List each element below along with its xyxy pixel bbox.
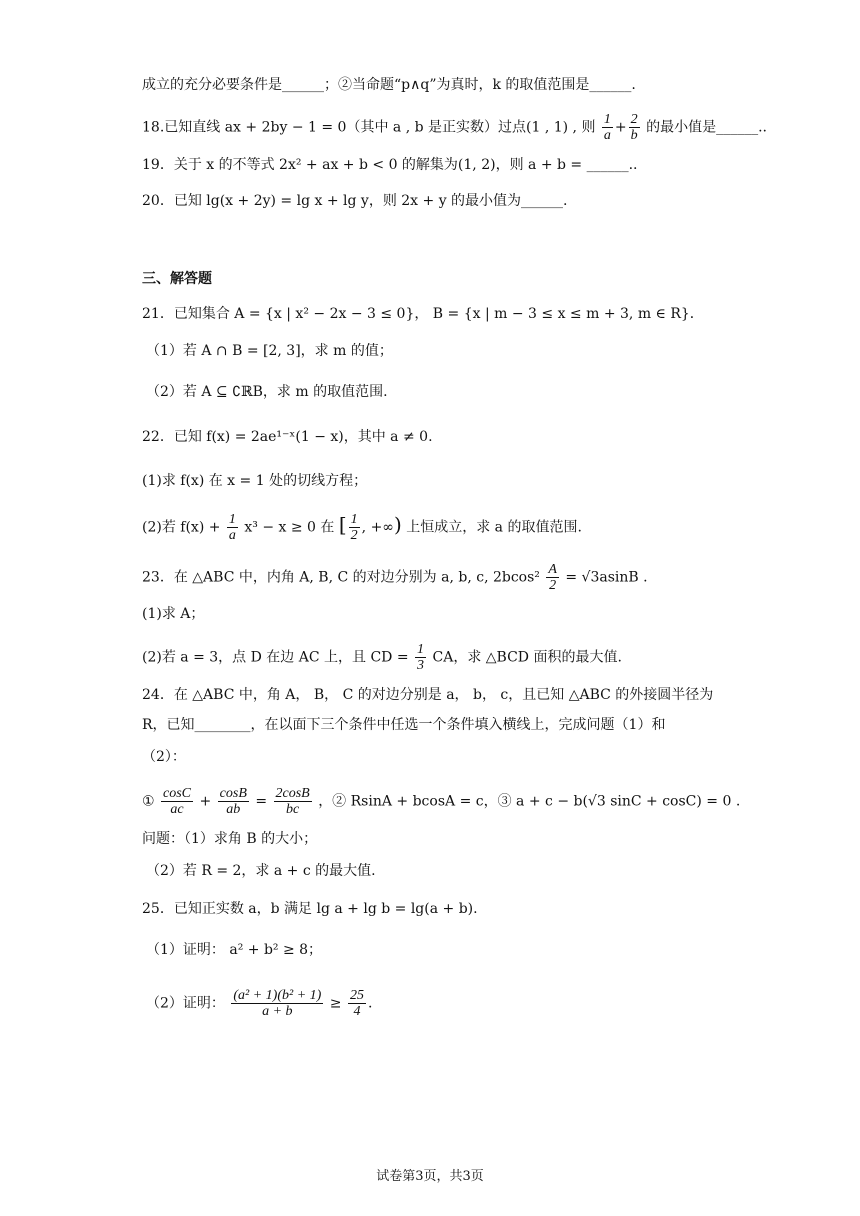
q25-frac-r: $\frac{25}{4}$ (349, 988, 364, 1019)
q21-part1: （1）若 A ∩ B = [2, 3]，求 m 的值； (146, 343, 393, 359)
q20: 20．已知 lg(x + 2y) = lg x + lg y，则 2x + y 的最小值为______. (142, 193, 568, 209)
q18-frac-1: $\frac{1}{a}$ (603, 112, 611, 143)
section-title: 三、解答题 (142, 271, 212, 287)
q24-frac-1: $\frac{\cos C}{ac}$ (163, 786, 192, 817)
q22-frac: $\frac{1}{a}$ (228, 512, 236, 543)
q18-text: 18.已知直线 ax + 2by − 1 = 0（其中 a , b 是正实数）过点(1 , 1) , 则 (142, 119, 596, 136)
q25: 25．已知正实数 a，b 满足 lg a + lg b = lg(a + b). (142, 901, 478, 917)
q24-options: ① $\frac{\cos C}{ac}$ + $\frac{\cos B}{ab}$ = $\frac{2\cos B}{bc}$ ，② RsinA + bcosA = c，③ a + c − b(√3 sinC + cosC) = 0 . (142, 786, 741, 817)
q25-frac: $\frac{\text{(a² + 1)(b² + 1)}}{a + b}$ (233, 988, 322, 1019)
q25-part2: （2）证明： $\frac{\text{(a² + 1)(b² + 1)}}{a + b}$ ≥ $\frac{25}{4}$ . (146, 988, 373, 1019)
q23-part1: (1)求 A； (142, 606, 205, 622)
q17-continuation: 成立的充分必要条件是______；②当命题“p∧q”为真时，k 的取值范围是______. (142, 77, 636, 93)
q23-frac: $\frac{A}{2}$ (548, 562, 557, 593)
q23-frac-2: $\frac{1}{3}$ (417, 642, 425, 673)
q19: 19．关于 x 的不等式 2x² + ax + b < 0 的解集为(1, 2)，则 a + b = ______.. (142, 157, 638, 173)
q18 (142, 112, 767, 143)
q24-line1: 24．在 △ABC 中，角 A， B， C 的对边分别是 a， b， c，且已知 △ABC 的外接圆半径为 (142, 687, 714, 703)
q22-interval: [ (338, 512, 347, 537)
q21: 21．已知集合 A = {x | x² − 2x − 3 ≤ 0}， B = {x | m − 3 ≤ x ≤ m + 3, m ∈ R}． (142, 306, 704, 322)
q18-plus: + (614, 119, 627, 136)
q18-tail: 的最小值是______.. (646, 119, 767, 136)
q24-question1: 问题：（1）求角 B 的大小； (142, 831, 318, 847)
q23-part2: (2)若 a = 3，点 D 在边 AC 上，且 CD = $\frac{1}{3}$ CA，求 △BCD 面积的最大值. (142, 642, 622, 673)
page-footer: 试卷第3页，共3页 (376, 1169, 484, 1184)
q24-frac-3: $\frac{2\cos B}{bc}$ (275, 786, 310, 817)
q24-line3: （2）： (142, 749, 186, 765)
q23: 23．在 △ABC 中，内角 A, B, C 的对边分别为 a, b, c, 2bcos² $\frac{A}{2}$ = √3asinB . (142, 562, 648, 593)
q22: 22．已知 f(x) = 2ae¹⁻ˣ(1 − x)，其中 a ≠ 0. (142, 429, 433, 445)
q18-frac-2: $\frac{2}{b}$ (630, 112, 638, 143)
q24-line2: R，已知________，在以面下三个条件中任选一个条件填入横线上，完成问题（1）和 (142, 717, 666, 733)
q22-part1: (1)求 f(x) 在 x = 1 处的切线方程； (142, 473, 368, 489)
q24-frac-2: $\frac{\cos B}{ab}$ (219, 786, 247, 817)
q21-part2: （2）若 A ⊆ ∁ℝB，求 m 的取值范围. (146, 384, 388, 400)
q24-question2: （2）若 R = 2，求 a + c 的最大值. (146, 863, 376, 879)
q22-part2: (2)若 f(x) + $\frac{1}{a}$ x³ − x ≥ 0 在 [ $\frac{1}{2}$ , +∞) 上恒成立，求 a 的取值范围. (142, 512, 582, 543)
q25-part1: （1）证明： a² + b² ≥ 8； (146, 942, 323, 958)
